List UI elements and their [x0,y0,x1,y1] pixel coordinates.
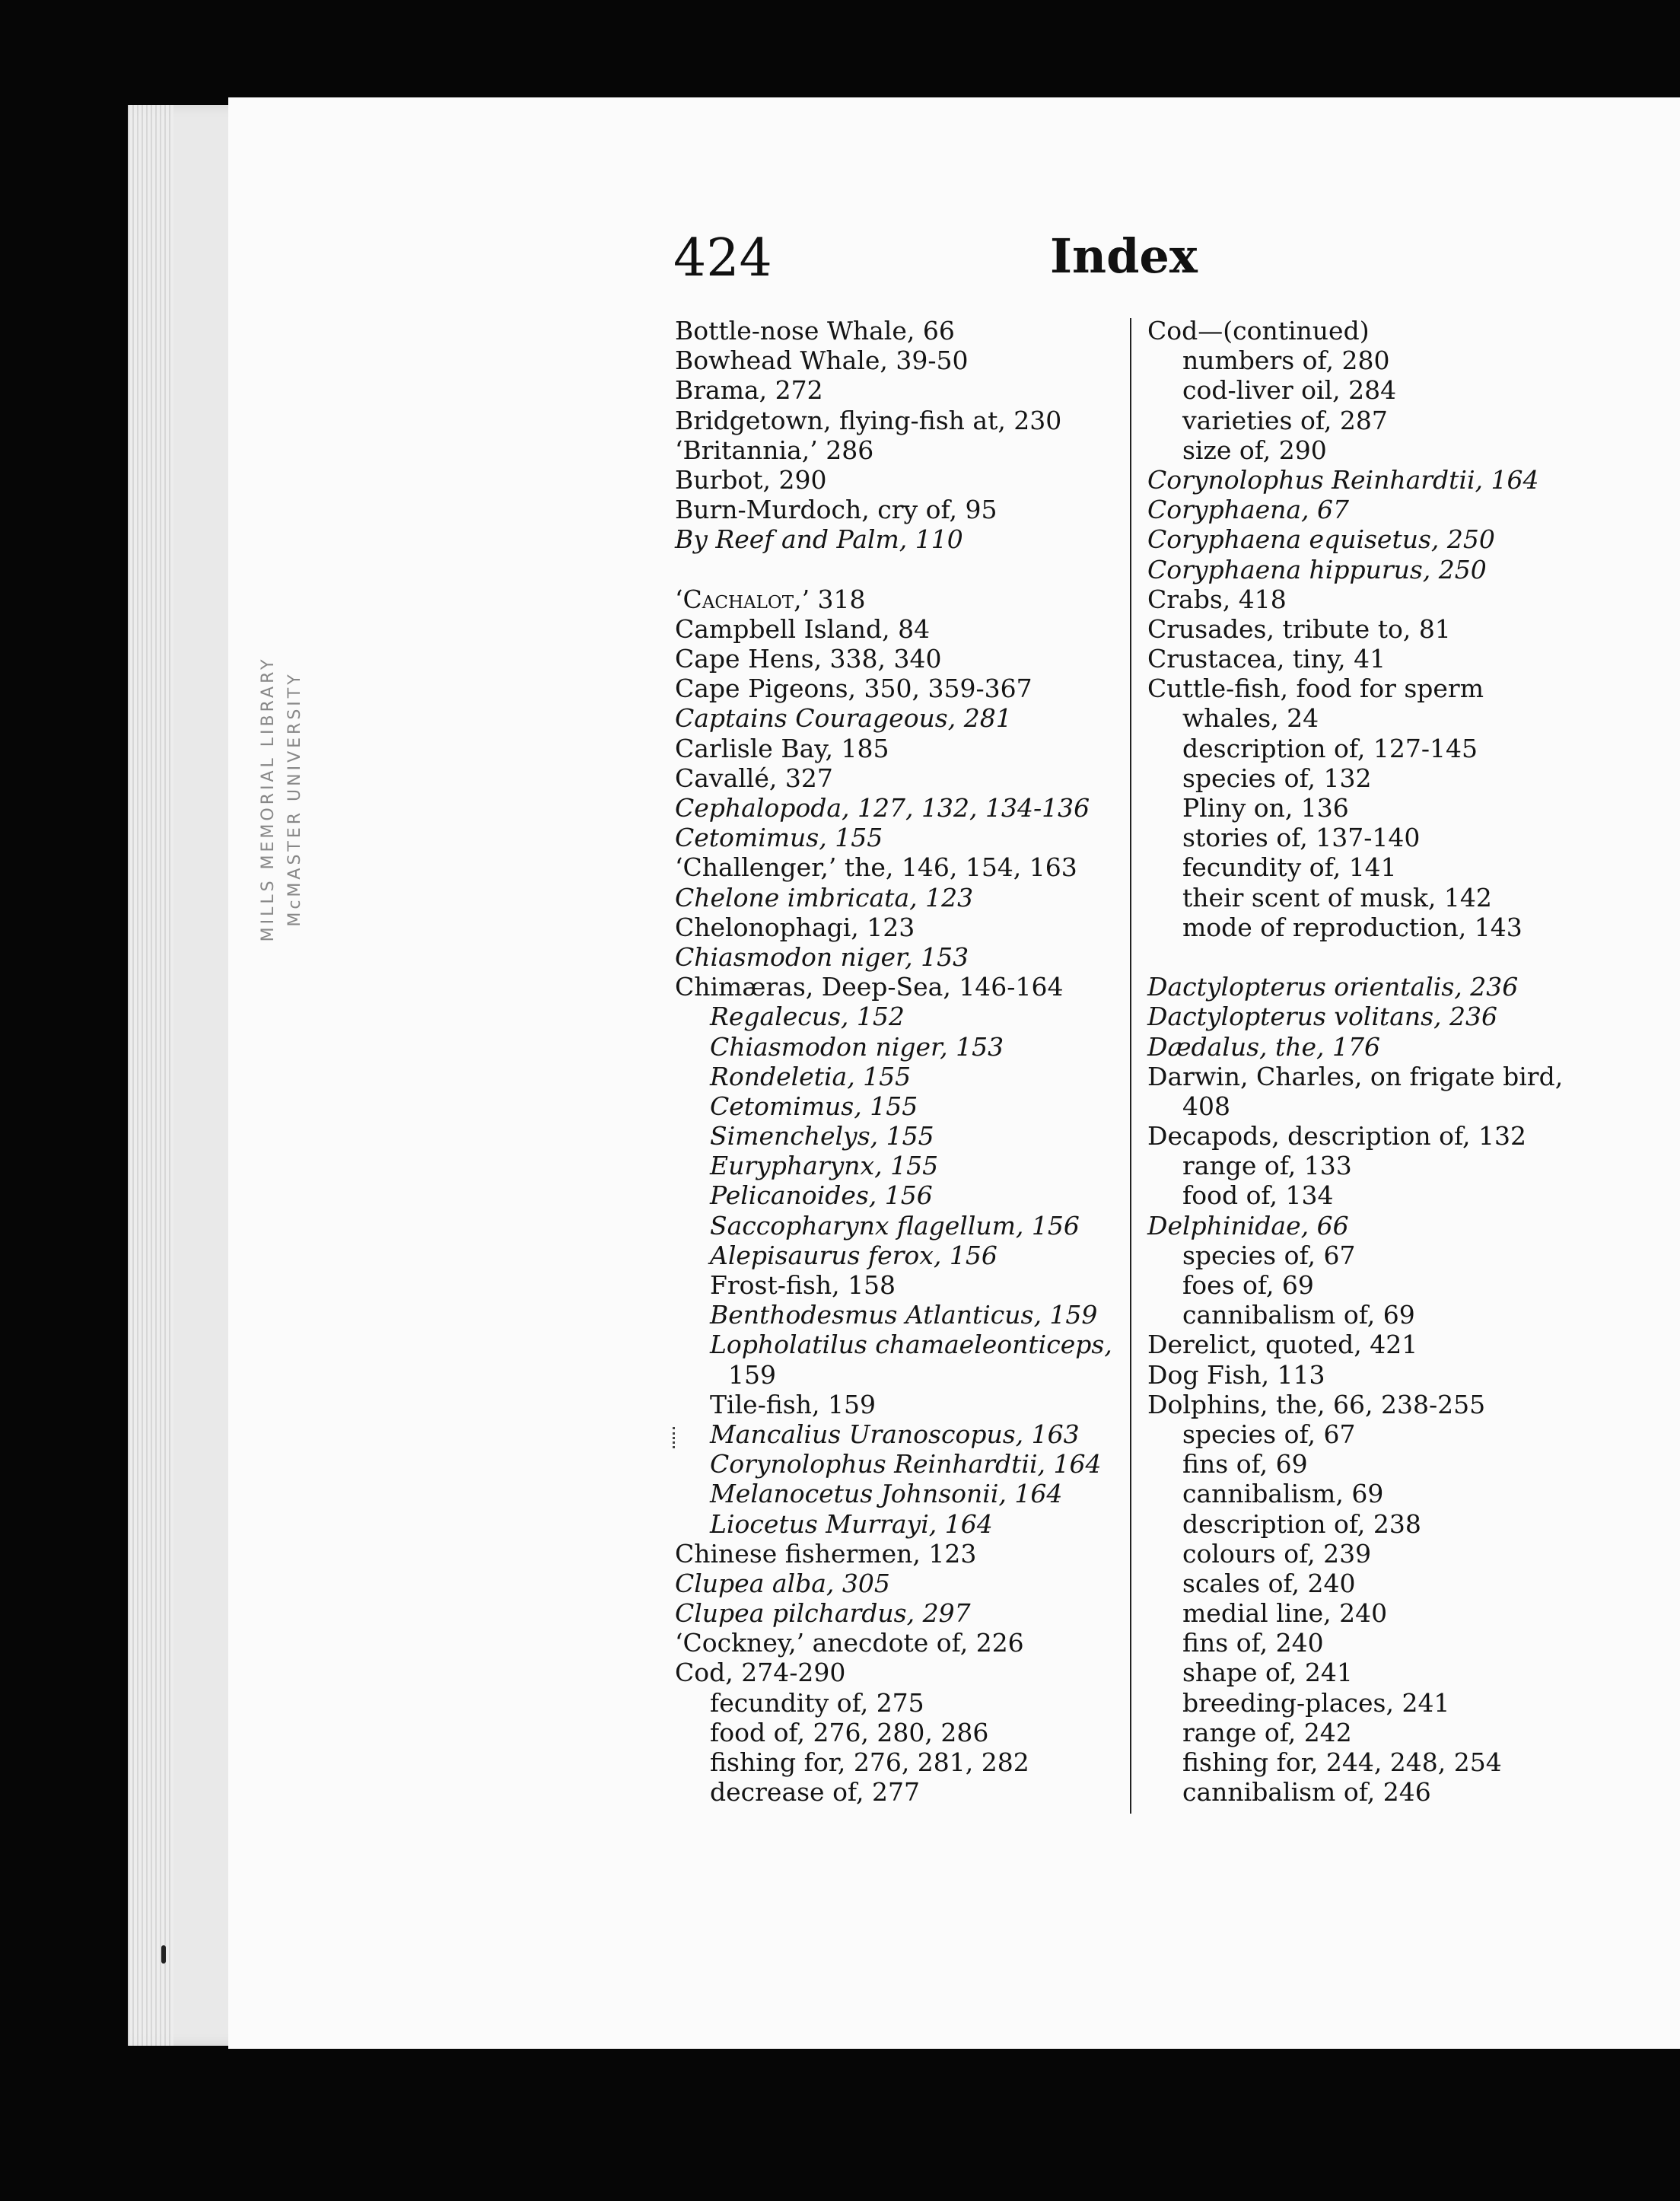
edge-mark [161,1945,166,1964]
index-entry-continued: 408 [1182,1091,1230,1121]
index-gap [1147,942,1634,972]
index-subentry: Saccopharynx flagellum, 156 [710,1210,1080,1241]
index-subentry: their scent of musk, 142 [1182,882,1492,913]
index-entry: Cavallé, 327 [675,763,833,793]
index-subentry: species of, 67 [1182,1419,1356,1449]
column-divider [1130,318,1131,1814]
page-title: Index [1050,228,1198,284]
index-entry: ‘Cachalot,’ 318 [675,584,866,614]
index-subentry: mode of reproduction, 143 [1182,912,1522,942]
index-subentry: food of, 276, 280, 286 [710,1717,989,1747]
index-subentry: Rondeletia, 155 [710,1061,912,1091]
library-stamp [251,601,335,997]
index-subentry: Mancalius Uranoscopus, 163 [710,1419,1080,1449]
index-subentry: Cetomimus, 155 [710,1091,918,1121]
index-entry: Brama, 272 [675,375,823,406]
page-edge-strip [128,105,173,2046]
index-subentry: fishing for, 244, 248, 254 [1182,1747,1502,1777]
index-entry: Cape Pigeons, 350, 359-367 [675,674,1032,704]
index-subentry: fishing for, 276, 281, 282 [710,1747,1029,1777]
index-subentry: fecundity of, 275 [710,1687,924,1718]
index-entry: Darwin, Charles, on frigate bird, [1147,1061,1564,1091]
index-entry: Crabs, 418 [1147,584,1287,614]
index-entry: Carlisle Bay, 185 [675,733,889,763]
index-entry: Dog Fish, 113 [1147,1359,1325,1390]
index-subentry: food of, 134 [1182,1180,1334,1211]
index-subentry: stories of, 137-140 [1182,823,1421,853]
index-entry: ‘Cockney,’ anecdote of, 226 [675,1628,1024,1658]
index-entry: Crusades, tribute to, 81 [1147,613,1451,644]
index-subentry: Pliny on, 136 [1182,793,1349,823]
index-subentry: description of, 127-145 [1182,733,1478,763]
index-subentry: Melanocetus Johnsonii, 164 [710,1479,1063,1509]
index-entry: ‘Britannia,’ 286 [675,435,874,465]
index-entry: Chiasmodon niger, 153 [675,941,969,972]
index-entry: Cetomimus, 155 [675,823,883,853]
stamp-line-1: MILLS MEMORIAL LIBRARY [259,656,278,942]
index-subentry: shape of, 241 [1182,1658,1353,1688]
index-subentry: cod-liver oil, 284 [1182,375,1397,406]
index-entry: Cape Hens, 338, 340 [675,644,942,674]
index-subentry: Liocetus Murrayi, 164 [710,1508,993,1539]
index-subentry: Alepisaurus ferox, 156 [710,1240,998,1270]
index-subentry: breeding-places, 241 [1182,1687,1450,1718]
index-entry: Corynolophus Reinhardtii, 164 [1147,464,1539,495]
index-entry: Cuttle-fish, food for sperm [1147,674,1484,704]
index-entry: Chelone imbricata, 123 [675,882,974,913]
index-entry: Campbell Island, 84 [675,613,931,644]
index-subentry: scales of, 240 [1182,1568,1356,1598]
index-subentry: Corynolophus Reinhardtii, 164 [710,1449,1102,1480]
index-subentry: Frost-fish, 158 [710,1270,896,1300]
index-subentry: species of, 132 [1182,763,1372,793]
index-entry-continued: whales, 24 [1182,703,1319,734]
index-entry: Chimæras, Deep-Sea, 146-164 [675,972,1064,1002]
index-column-left [675,316,1120,1807]
index-entry: Derelict, quoted, 421 [1147,1330,1418,1360]
index-entry: Crustacea, tiny, 41 [1147,644,1386,674]
index-entry: Coryphaena equisetus, 250 [1147,524,1495,555]
index-subentry: size of, 290 [1182,435,1327,465]
index-subentry: Lopholatilus chamaeleonticeps, [710,1330,1112,1360]
index-subentry: fecundity of, 141 [1182,852,1397,883]
index-subentry: Tile-fish, 159 [710,1389,876,1419]
index-subentry: Regalecus, 152 [710,1002,905,1032]
index-gap [675,555,1120,584]
index-subentry: Simenchelys, 155 [710,1121,934,1151]
index-subentry: range of, 133 [1182,1151,1352,1181]
index-subentry: colours of, 239 [1182,1538,1372,1569]
index-subentry: numbers of, 280 [1182,346,1390,376]
index-entry: Cephalopoda, 127, 132, 134-136 [675,793,1090,823]
page-number: 424 [673,228,772,288]
index-subentry: Pelicanoides, 156 [710,1180,933,1211]
index-subentry: Chiasmodon niger, 153 [710,1031,1004,1062]
index-entry: Dædalus, the, 176 [1147,1031,1381,1062]
index-subentry: species of, 67 [1182,1240,1356,1270]
index-entry: Dactylopterus volitans, 236 [1147,1002,1498,1032]
index-column-right [1147,316,1634,1807]
index-entry: Clupea alba, 305 [675,1568,890,1598]
index-subentry: medial line, 240 [1182,1598,1388,1629]
index-subentry: fins of, 240 [1182,1628,1324,1658]
index-subentry: varieties of, 287 [1182,405,1388,435]
index-subentry: cannibalism, 69 [1182,1479,1384,1509]
index-subentry: fins of, 69 [1182,1449,1308,1480]
index-entry: Clupea pilchardus, 297 [675,1598,971,1629]
stamp-line-2: McMASTER UNIVERSITY [285,671,304,927]
index-entry: Decapods, description of, 132 [1147,1121,1526,1151]
index-subentry: Eurypharynx, 155 [710,1151,939,1181]
index-entry: Chelonophagi, 123 [675,912,915,942]
index-subentry: cannibalism of, 69 [1182,1300,1415,1330]
index-entry: Coryphaena hippurus, 250 [1147,554,1487,584]
index-subentry: cannibalism of, 246 [1182,1777,1431,1808]
index-entry: Delphinidae, 66 [1147,1210,1349,1241]
index-entry: Coryphaena, 67 [1147,495,1350,525]
index-entry: Cod—(continued) [1147,316,1370,346]
index-subentry: Benthodesmus Atlanticus, 159 [710,1300,1098,1330]
index-subentry: foes of, 69 [1182,1270,1314,1300]
index-subentry-continued: 159 [728,1359,776,1390]
index-entry: Dactylopterus orientalis, 236 [1147,972,1519,1002]
index-subentry: range of, 242 [1182,1717,1352,1747]
index-entry: Burn-Murdoch, cry of, 95 [675,495,998,525]
index-entry: Burbot, 290 [675,464,827,495]
index-subentry: description of, 238 [1182,1508,1421,1539]
index-entry: Dolphins, the, 66, 238-255 [1147,1389,1486,1419]
index-entry: Chinese fishermen, 123 [675,1538,977,1569]
index-entry: By Reef and Palm, 110 [675,524,963,555]
index-entry: Cod, 274-290 [675,1658,846,1688]
index-entry: Bridgetown, flying-fish at, 230 [675,405,1062,435]
index-entry: Bowhead Whale, 39-50 [675,346,969,376]
index-entry: Bottle-nose Whale, 66 [675,316,955,346]
index-subentry: decrease of, 277 [710,1777,920,1808]
index-entry: Captains Courageous, 281 [675,703,1012,734]
index-entry: ‘Challenger,’ the, 146, 154, 163 [675,852,1077,883]
